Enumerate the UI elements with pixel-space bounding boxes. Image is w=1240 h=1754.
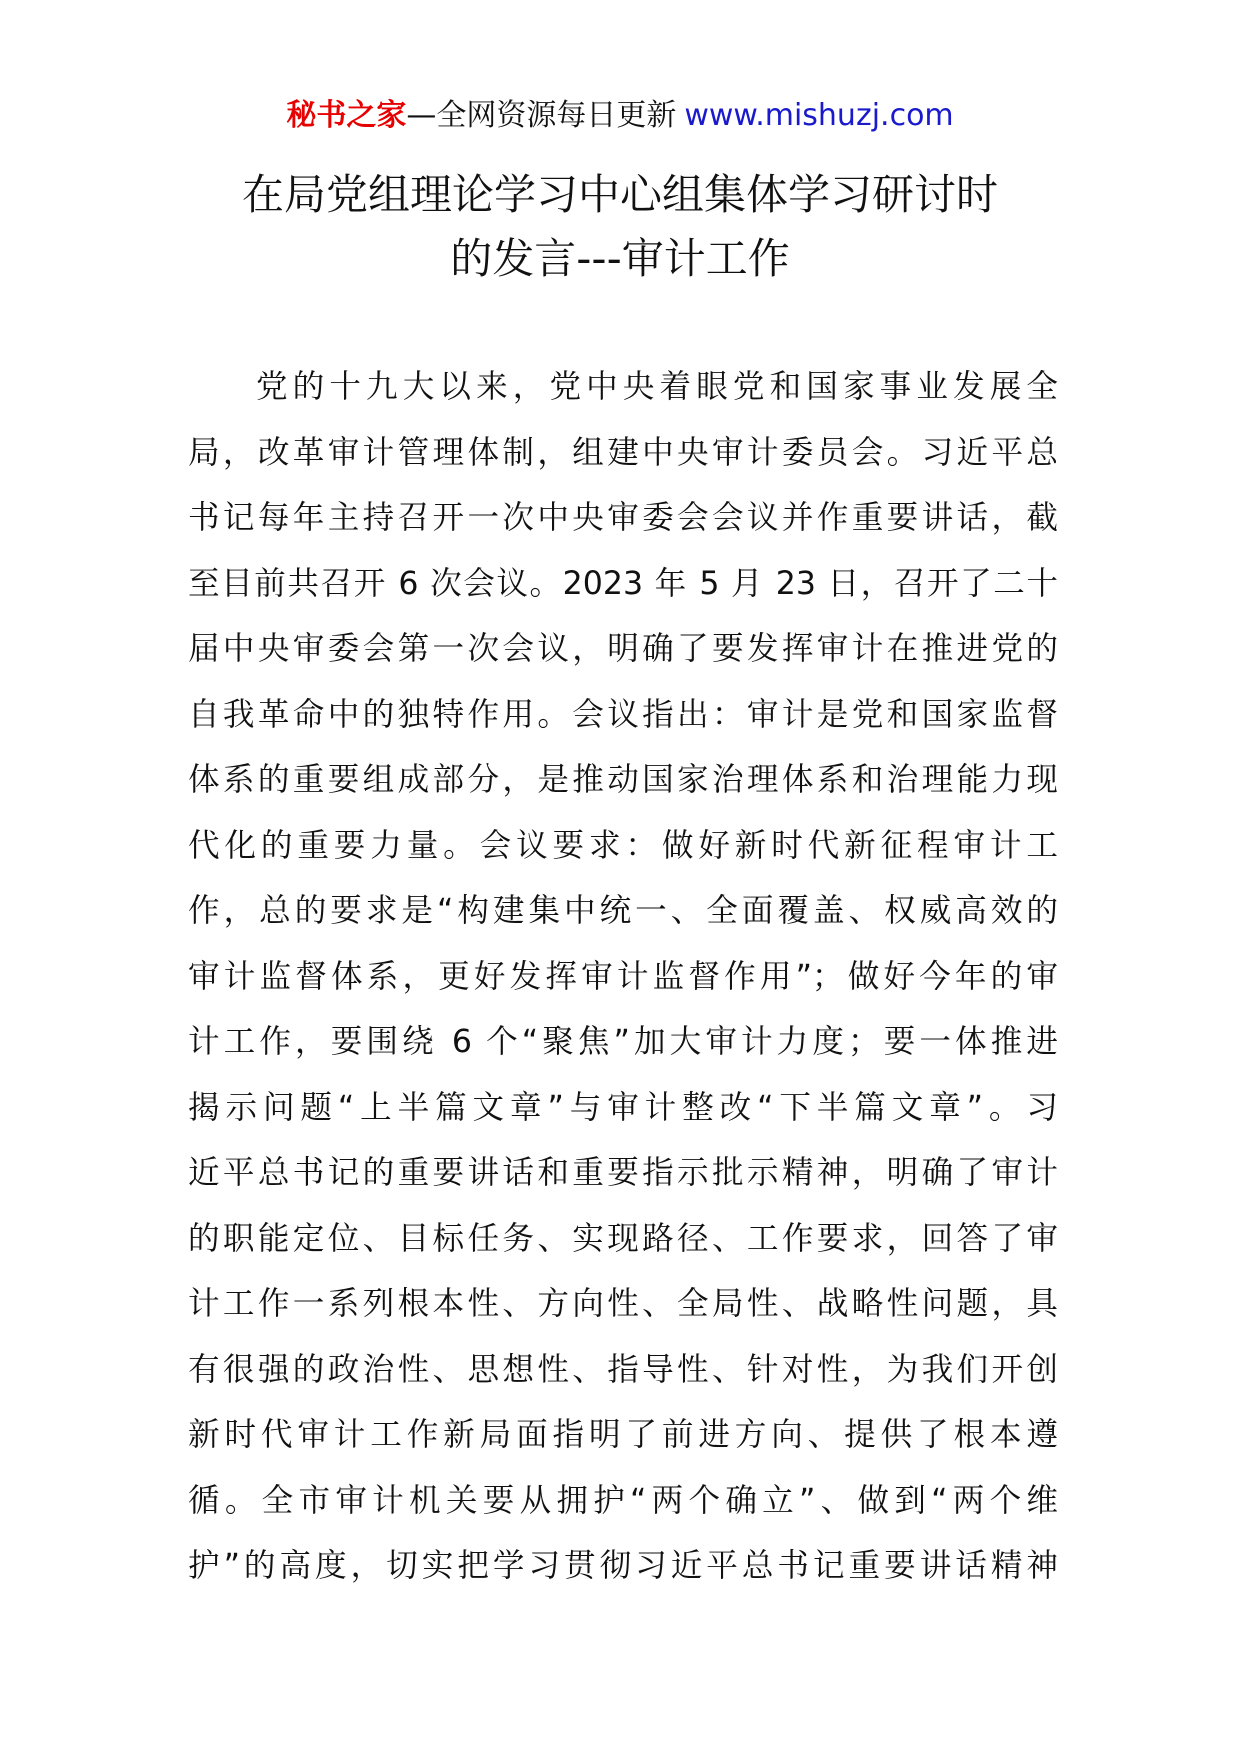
body-line: 自我革命中的独特作用。会议指出：审计是党和国家监督 <box>188 696 1058 733</box>
body-line: 循。全市审计机关要从拥护“两个确立”、做到“两个维 <box>188 1482 1058 1519</box>
body-line: 计工作一系列根本性、方向性、全局性、战略性问题，具 <box>188 1286 1058 1322</box>
site-url-link[interactable]: www.mishuzj.com <box>684 98 954 133</box>
body-line: 代化的重要力量。会议要求：做好新时代新征程审计工 <box>188 827 1058 864</box>
body-line: 新时代审计工作新局面指明了前进方向、提供了根本遵 <box>188 1417 1058 1453</box>
body-line: 党的十九大以来，党中央着眼党和国家事业发展全 <box>256 369 1058 405</box>
body-line: 至目前共召开 6 次会议。2023 年 5 月 23 日，召开了二十 <box>188 565 1058 602</box>
body-line: 体系的重要组成部分，是推动国家治理体系和治理能力现 <box>188 762 1058 798</box>
brand-slogan: —全网资源每日更新 <box>406 98 677 133</box>
title-line: 的发言---审计工作 <box>450 234 790 283</box>
body-line: 计工作，要围绕 6 个“聚焦”加大审计力度；要一体推进 <box>188 1024 1058 1060</box>
body-line: 审计监督体系，更好发挥审计监督作用”；做好今年的审 <box>188 958 1058 995</box>
brand-name: 秘书之家 <box>286 98 407 133</box>
body-line: 有很强的政治性、思想性、指导性、针对性，为我们开创 <box>188 1351 1058 1388</box>
body-line: 作，总的要求是“构建集中统一、全面覆盖、权威高效的 <box>188 893 1058 929</box>
body-line: 届中央审委会第一次会议，明确了要发挥审计在推进党的 <box>188 631 1058 667</box>
document-title <box>120 163 1120 291</box>
document-body <box>188 355 1058 1600</box>
body-line: 近平总书记的重要讲话和重要指示批示精神，明确了审计 <box>188 1155 1058 1191</box>
body-line: 书记每年主持召开一次中央审委会会议并作重要讲话，截 <box>188 500 1058 536</box>
body-line: 的职能定位、目标任务、实现路径、工作要求，回答了审 <box>188 1220 1058 1257</box>
body-line: 局，改革审计管理体制，组建中央审计委员会。习近平总 <box>188 434 1058 471</box>
title-line: 在局党组理论学习中心组集体学习研讨时 <box>241 170 998 219</box>
watermark-header <box>0 96 1240 136</box>
body-line: 护”的高度，切实把学习贯彻习近平总书记重要讲话精神 <box>188 1548 1058 1584</box>
body-line: 揭示问题“上半篇文章”与审计整改“下半篇文章”。习 <box>188 1089 1058 1126</box>
